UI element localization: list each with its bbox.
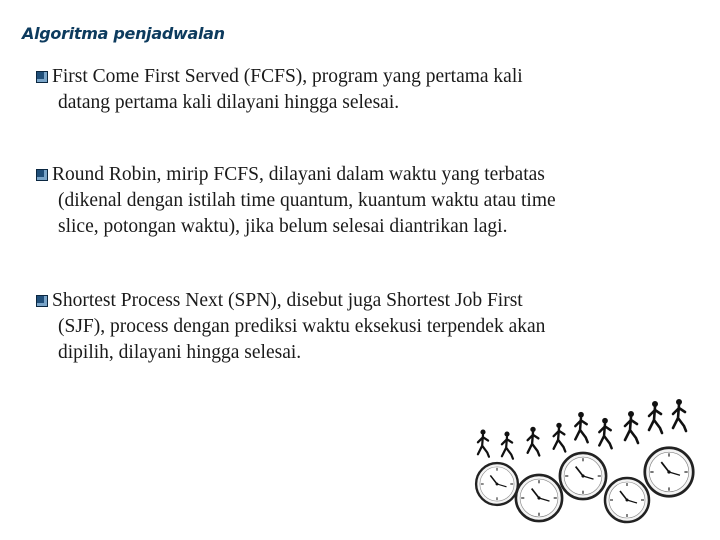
square-bullet-icon — [36, 169, 48, 181]
bullet-fcfs-line-2: datang pertama kali dilayani hingga selesai. — [58, 92, 400, 113]
bullet-rr-line-3: slice, potongan waktu), jika belum selesai diantrikan lagi. — [58, 216, 508, 237]
bullet-spn-line-2: (SJF), process dengan prediksi waktu eksekusi terpendek akan — [58, 316, 546, 337]
bullet-fcfs — [36, 64, 682, 116]
bullet-spn — [36, 288, 682, 366]
bullet-round-robin — [36, 162, 682, 240]
bullet-rr-line-1: Round Robin, mirip FCFS, dilayani dalam waktu yang terbatas — [52, 164, 545, 185]
bullet-fcfs-line-1: First Come First Served (FCFS), program yang pertama kali — [52, 66, 523, 87]
square-bullet-icon — [36, 71, 48, 83]
bullet-spn-line-3: dipilih, dilayani hingga selesai. — [58, 342, 302, 363]
slide-title: Algoritma penjadwalan — [22, 24, 225, 43]
square-bullet-icon — [36, 295, 48, 307]
running-clocks-icon — [455, 398, 705, 528]
bullet-rr-line-2: (dikenal dengan istilah time quantum, kuantum waktu atau time — [58, 190, 556, 211]
bullet-spn-line-1: Shortest Process Next (SPN), disebut juga Shortest Job First — [52, 290, 523, 311]
